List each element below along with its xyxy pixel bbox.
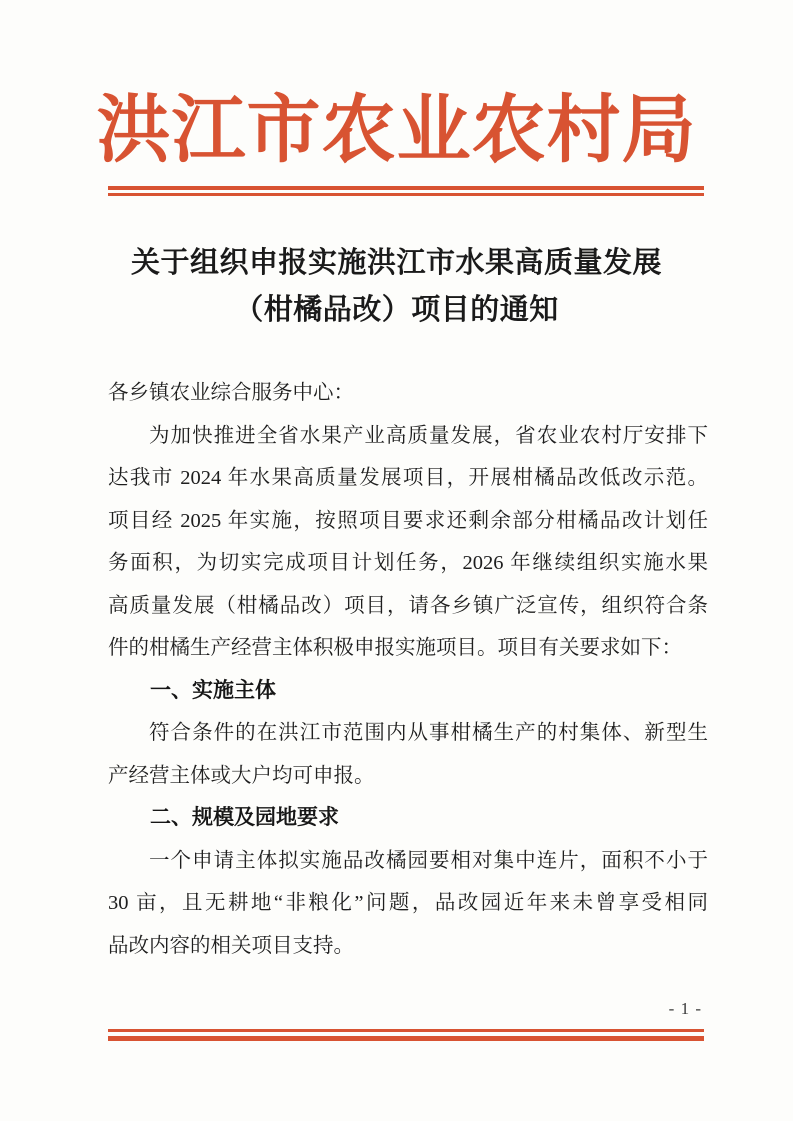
text-line: 为加快推进全省水果产业高质量发展，省农业农村厅安排下	[149, 424, 708, 447]
document-title-line-2: （柑橘品改）项目的通知	[234, 294, 559, 326]
section-heading-2: 二、规模及园地要求	[150, 806, 339, 829]
section-heading-1: 一、实施主体	[150, 678, 276, 702]
text-line: 一个申请主体拟实施品改橘园要相对集中连片，面积不小于	[149, 849, 708, 872]
footer-rule-thick-bar	[108, 1036, 704, 1041]
header-rule-thin-bar	[108, 193, 704, 196]
document-body	[108, 372, 708, 967]
header-double-rule	[108, 186, 704, 196]
text-line: 项目经 2025 年实施，按照项目要求还剩余部分柑橘品改计划任	[108, 509, 708, 532]
footer-double-rule	[108, 1029, 704, 1041]
text-line: 达我市 2024 年水果高质量发展项目，开展柑橘品改低改示范。	[108, 467, 708, 489]
text-line: 30 亩，且无耕地“非粮化”问题，品改园近年来未曾享受相同	[108, 892, 708, 914]
page-number: - 1 -	[668, 999, 702, 1018]
paragraph-1	[108, 415, 708, 670]
document-title-line-1: 关于组织申报实施洪江市水果高质量发展	[130, 247, 662, 279]
paragraph-2	[108, 712, 708, 797]
salutation: 各乡镇农业综合服务中心：	[108, 382, 354, 404]
document-title	[0, 240, 793, 334]
paragraph-3	[108, 840, 708, 968]
text-line: 符合条件的在洪江市范围内从事柑橘生产的村集体、新型生	[149, 722, 708, 744]
text-line: 件的柑橘生产经营主体积极申报实施项目。项目有关要求如下：	[108, 637, 682, 659]
text-line: 品改内容的相关项目支持。	[108, 934, 354, 957]
agency-name: 洪江市农业农村局	[96, 90, 697, 172]
text-line: 产经营主体或大户均可申报。	[108, 764, 375, 787]
text-line: 务面积，为切实完成项目计划任务，2026 年继续组织实施水果	[108, 552, 708, 574]
text-line: 高质量发展（柑橘品改）项目，请各乡镇广泛宣传，组织符合条	[108, 594, 708, 617]
